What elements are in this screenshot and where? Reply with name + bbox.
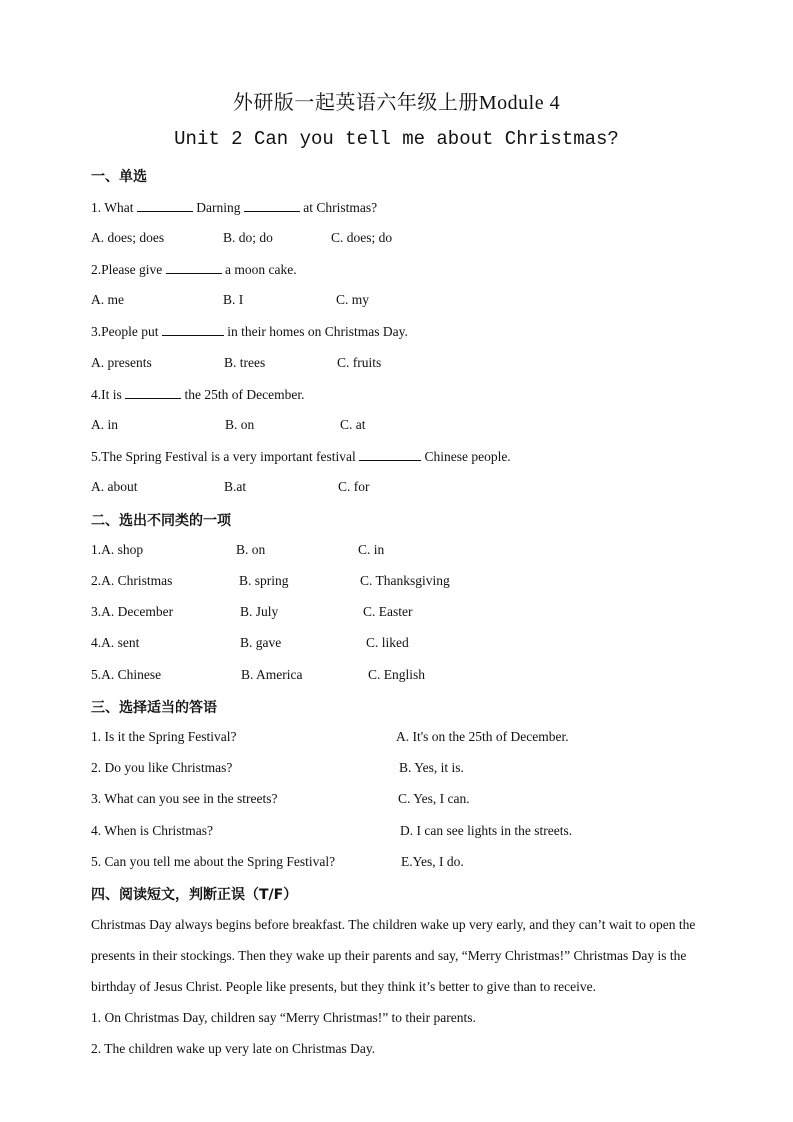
question-1 (91, 199, 377, 216)
list-item: 4.A. sent (91, 635, 140, 650)
answer-blank (137, 199, 193, 212)
option-c: C. fruits (337, 355, 382, 370)
question-5 (91, 448, 511, 465)
list-item: 3.A. December (91, 604, 174, 619)
option-c: C. for (338, 479, 370, 494)
answer-blank (359, 448, 421, 461)
option-a: A. about (91, 479, 138, 494)
match-question: 2. Do you like Christmas? (91, 760, 233, 775)
match-question: 1. Is it the Spring Festival? (91, 729, 237, 744)
option-b: B. trees (224, 355, 266, 370)
answer-blank (125, 386, 181, 399)
section-heading-odd-one-out: 二、选出不同类的一项 (91, 513, 231, 529)
list-item: C. English (368, 667, 426, 682)
match-question: 3. What can you see in the streets? (91, 791, 278, 806)
question-text: in their homes on Christmas Day. (227, 324, 408, 339)
question-2 (91, 261, 297, 278)
list-item: B. America (241, 667, 303, 682)
statement: 2. The children wake up very late on Christmas Day. (91, 1041, 376, 1056)
page-subtitle: Unit 2 Can you tell me about Christmas? (174, 128, 619, 150)
match-answer: C. Yes, I can. (398, 791, 470, 806)
match-answer: A. It's on the 25th of December. (396, 729, 569, 744)
list-item: B. spring (239, 573, 289, 588)
option-c: C. my (336, 292, 370, 307)
question-text: 1. What (91, 200, 134, 215)
page-title: 外研版一起英语六年级上册Module 4 (232, 92, 561, 114)
list-item: B. July (240, 604, 279, 619)
option-c: C. at (340, 417, 366, 432)
list-item: B. on (236, 542, 266, 557)
section-heading-matching: 三、选择适当的答语 (91, 700, 217, 716)
option-a: A. presents (91, 355, 152, 370)
question-text: Chinese people. (424, 449, 511, 464)
list-item: C. Easter (363, 604, 413, 619)
list-item: B. gave (240, 635, 282, 650)
list-item: 1.A. shop (91, 542, 144, 557)
question-text: 4.It is (91, 387, 122, 402)
match-question: 5. Can you tell me about the Spring Festival? (91, 854, 336, 869)
list-item: 2.A. Christmas (91, 573, 173, 588)
question-4 (91, 386, 304, 403)
match-answer: E.Yes, I do. (401, 854, 464, 869)
list-item: 5.A. Chinese (91, 667, 162, 682)
option-b: B.at (224, 479, 247, 494)
question-text: the 25th of December. (184, 387, 305, 402)
option-c: C. does; do (331, 230, 393, 245)
option-a: A. does; does (91, 230, 165, 245)
match-question: 4. When is Christmas? (91, 823, 213, 838)
question-text: 2.Please give (91, 262, 163, 277)
answer-blank (166, 261, 222, 274)
answer-blank (244, 199, 300, 212)
match-answer: D. I can see lights in the streets. (400, 823, 573, 838)
question-text: Darning (196, 200, 241, 215)
option-b: B. on (225, 417, 255, 432)
list-item: C. in (358, 542, 385, 557)
question-text: at Christmas? (303, 200, 378, 215)
section-heading-single-choice: 一、单选 (91, 169, 147, 185)
answer-blank (162, 323, 224, 336)
option-a: A. in (91, 417, 118, 432)
question-text: a moon cake. (224, 262, 297, 277)
reading-passage: Christmas Day always begins before breakfast. The children wake up very early, and they can’t wait to open the presents in their stockings. Then they wake up their parents and say, “Merry Christmas!” Christmas Day is the birthday of Jesus Christ. People like presents, but they think it’s better to give than to receive. (91, 917, 696, 995)
list-item: C. Thanksgiving (360, 573, 450, 588)
question-3 (91, 323, 408, 340)
match-answer: B. Yes, it is. (399, 760, 464, 775)
section-heading-reading: 四、阅读短文，判断正误（T/F） (91, 887, 298, 903)
option-a: A. me (91, 292, 124, 307)
option-b: B. I (223, 292, 244, 307)
statement: 1. On Christmas Day, children say “Merry Christmas!” to their parents. (91, 1010, 476, 1025)
question-text: 5.The Spring Festival is a very important festival (91, 449, 356, 464)
question-text: 3.People put (91, 324, 159, 339)
option-b: B. do; do (223, 230, 273, 245)
list-item: C. liked (366, 635, 409, 650)
